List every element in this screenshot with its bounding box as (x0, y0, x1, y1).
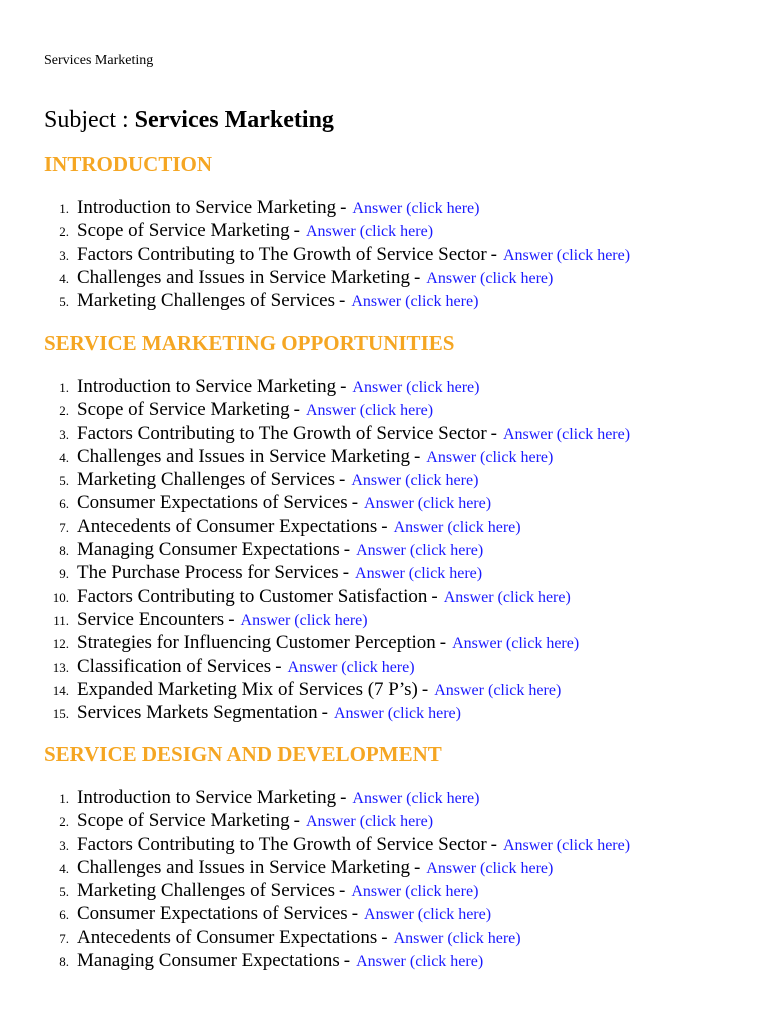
list-item (44, 515, 744, 538)
item-title: Service Encounters (77, 608, 225, 630)
item-title: Consumer Expectations of Services (77, 903, 348, 925)
answer-link[interactable]: Answer (click here) (426, 859, 554, 877)
list-item (44, 926, 744, 949)
item-number: 3. (59, 837, 69, 853)
item-title: Expanded Marketing Mix of Services (7 P’s) (77, 678, 418, 700)
list-item (44, 879, 744, 902)
item-title: Challenges and Issues in Service Marketing (77, 266, 410, 288)
item-number: 11. (53, 612, 69, 628)
answer-link[interactable]: Answer (click here) (287, 658, 415, 676)
item-separator: - (340, 376, 347, 397)
item-separator: - (342, 562, 350, 584)
answer-link[interactable]: Answer (click here) (503, 425, 631, 443)
item-title: Introduction to Service Marketing (77, 197, 337, 218)
item-title: Antecedents of Consumer Expectations (77, 926, 378, 948)
item-separator: - (381, 926, 388, 948)
item-separator: - (340, 787, 347, 808)
item-separator: - (339, 290, 346, 312)
item-title: Scope of Service Marketing (77, 810, 290, 832)
item-number: 6. (59, 907, 69, 923)
list-item (44, 701, 744, 724)
item-number: 3. (59, 426, 69, 442)
item-separator: - (293, 399, 300, 421)
item-title: Introduction to Service Marketing (77, 376, 337, 397)
item-number: 9. (59, 566, 69, 582)
item-title: Consumer Expectations of Services (77, 492, 348, 514)
item-number: 1. (59, 380, 69, 395)
answer-link[interactable]: Answer (click here) (333, 705, 461, 723)
item-number: 8. (59, 954, 69, 970)
answer-link[interactable]: Answer (click here) (452, 635, 580, 653)
subject-value: Services Marketing (134, 107, 334, 133)
answer-link[interactable]: Answer (click here) (305, 223, 434, 241)
list-item (44, 398, 744, 421)
answer-link[interactable]: Answer (click here) (355, 565, 483, 583)
item-title: Challenges and Issues in Service Marketing (77, 445, 410, 467)
answer-link[interactable]: Answer (click here) (393, 518, 521, 536)
item-title: Factors Contributing to The Growth of Service Sector (77, 243, 487, 265)
list-item (44, 219, 744, 242)
section-list-introduction (44, 196, 744, 312)
item-title: Services Markets Segmentation (77, 702, 318, 724)
item-separator: - (339, 880, 346, 902)
item-title: Marketing Challenges of Services (77, 469, 336, 491)
answer-link[interactable]: Answer (click here) (351, 472, 479, 490)
item-number: 15. (52, 706, 69, 722)
list-item (44, 561, 744, 584)
item-separator: - (490, 422, 497, 444)
item-separator: - (381, 515, 388, 537)
list-item (44, 468, 744, 491)
item-separator: - (339, 469, 346, 491)
item-title: The Purchase Process for Services (77, 562, 339, 584)
item-separator: - (413, 445, 421, 467)
section-list-design (44, 786, 744, 972)
item-number: 10. (52, 589, 69, 605)
item-title: Scope of Service Marketing (77, 399, 290, 421)
answer-link[interactable]: Answer (click here) (426, 448, 554, 466)
item-number: 6. (59, 496, 69, 512)
list-item (44, 243, 744, 266)
list-item (44, 196, 744, 219)
answer-link[interactable]: Answer (click here) (356, 953, 484, 971)
answer-link[interactable]: Answer (click here) (351, 883, 479, 901)
item-number: 2. (59, 403, 69, 419)
list-item (44, 809, 744, 832)
item-title: Managing Consumer Expectations (77, 539, 340, 561)
list-item (44, 289, 744, 312)
answer-link[interactable]: Answer (click here) (443, 588, 571, 606)
item-title: Marketing Challenges of Services (77, 290, 336, 312)
section-heading-opportunities: SERVICE MARKETING OPPORTUNITIES (44, 331, 455, 355)
list-item (44, 422, 744, 445)
answer-link[interactable]: Answer (click here) (352, 200, 480, 217)
item-number: 5. (59, 294, 69, 310)
item-separator: - (351, 492, 359, 514)
item-separator: - (321, 702, 328, 724)
list-item (44, 266, 744, 289)
list-item (44, 856, 744, 879)
item-number: 14. (52, 682, 69, 698)
answer-link[interactable]: Answer (click here) (503, 836, 631, 854)
item-title: Marketing Challenges of Services (77, 880, 336, 902)
list-item (44, 585, 744, 608)
subject-line (44, 106, 334, 134)
subject-label: Subject : (44, 107, 129, 133)
item-number: 13. (52, 659, 69, 675)
item-title: Classification of Services (77, 655, 272, 677)
answer-link[interactable]: Answer (click here) (356, 542, 484, 560)
item-number: 12. (52, 636, 69, 652)
list-item (44, 375, 744, 398)
list-item (44, 608, 744, 631)
item-title: Scope of Service Marketing (77, 220, 290, 242)
answer-link[interactable]: Answer (click here) (364, 495, 492, 513)
document-header: Services Marketing (44, 53, 154, 68)
item-separator: - (340, 197, 347, 218)
item-number: 3. (59, 247, 69, 263)
list-item (44, 445, 744, 468)
item-number: 7. (59, 519, 69, 535)
list-item (44, 538, 744, 561)
item-title: Challenges and Issues in Service Marketing (77, 856, 410, 878)
list-item (44, 786, 744, 809)
list-item (44, 631, 744, 654)
item-number: 7. (59, 930, 69, 946)
list-item (44, 491, 744, 514)
item-separator: - (275, 655, 282, 677)
answer-link[interactable]: Answer (click here) (351, 293, 479, 311)
answer-link[interactable]: Answer (click here) (426, 269, 554, 287)
answer-link[interactable]: Answer (click here) (305, 813, 434, 831)
item-number: 4. (59, 270, 69, 286)
item-separator: - (413, 856, 421, 878)
item-number: 5. (59, 884, 69, 900)
item-separator: - (343, 950, 351, 972)
answer-link[interactable]: Answer (click here) (393, 929, 521, 947)
answer-link[interactable]: Answer (click here) (305, 402, 434, 420)
item-separator: - (490, 243, 497, 265)
list-item (44, 678, 744, 701)
item-number: 1. (59, 791, 69, 806)
section-heading-design: SERVICE DESIGN AND DEVELOPMENT (44, 742, 442, 766)
item-title: Introduction to Service Marketing (77, 787, 337, 808)
item-number: 4. (59, 860, 69, 876)
item-separator: - (351, 903, 359, 925)
item-separator: - (228, 608, 235, 630)
item-title: Managing Consumer Expectations (77, 950, 340, 972)
item-separator: - (293, 220, 300, 242)
list-item (44, 833, 744, 856)
list-item (44, 902, 744, 925)
item-number: 8. (59, 543, 69, 559)
item-number: 1. (59, 201, 69, 216)
item-separator: - (293, 810, 300, 832)
item-separator: - (431, 585, 438, 607)
answer-link[interactable]: Answer (click here) (240, 611, 368, 629)
answer-link[interactable]: Answer (click here) (352, 379, 480, 396)
list-item (44, 949, 744, 972)
item-title: Factors Contributing to The Growth of Service Sector (77, 422, 487, 444)
item-number: 4. (59, 449, 69, 465)
item-separator: - (413, 266, 421, 288)
item-number: 2. (59, 814, 69, 830)
item-title: Antecedents of Consumer Expectations (77, 515, 378, 537)
answer-link[interactable]: Answer (click here) (503, 246, 631, 264)
item-separator: - (343, 539, 351, 561)
answer-link[interactable]: Answer (click here) (364, 906, 492, 924)
item-number: 5. (59, 473, 69, 489)
item-separator: - (421, 678, 429, 700)
section-list-opportunities (44, 375, 744, 724)
item-number: 2. (59, 224, 69, 240)
item-separator: - (439, 632, 447, 654)
item-title: Factors Contributing to The Growth of Service Sector (77, 833, 487, 855)
list-item (44, 655, 744, 678)
section-heading-introduction: INTRODUCTION (44, 152, 213, 176)
answer-link[interactable]: Answer (click here) (352, 790, 480, 807)
item-title: Factors Contributing to Customer Satisfaction (77, 585, 428, 607)
answer-link[interactable]: Answer (click here) (434, 681, 562, 699)
item-separator: - (490, 833, 497, 855)
item-title: Strategies for Influencing Customer Perception (77, 632, 436, 654)
